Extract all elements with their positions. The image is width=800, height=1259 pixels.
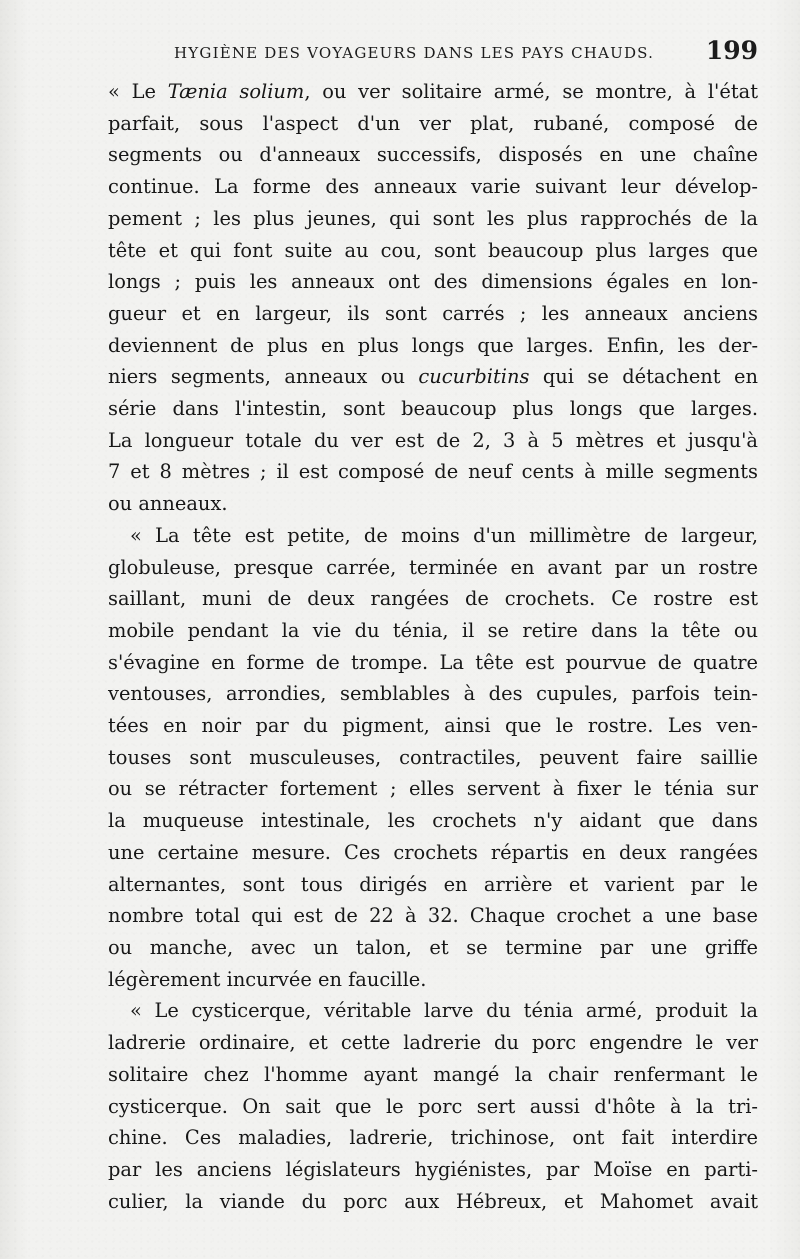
- line-1-8: gueur et en largeur, ils sont carrés ; les anneaux anciens: [108, 301, 758, 325]
- line-1-9: deviennent de plus en plus longs que larges. Enfin, les der-: [108, 333, 758, 357]
- line-3-6: par les anciens législateurs hygiénistes, par Moïse en parti-: [108, 1157, 758, 1181]
- line-2-9: ou se rétracter fortement ; elles servent à fixer le ténia sur: [108, 777, 758, 801]
- paragraph-3: [108, 995, 758, 1217]
- page-header: [108, 36, 758, 66]
- line-1-5: pement ; les plus jeunes, qui sont les plus rapprochés de la: [108, 206, 758, 230]
- page-number: 199: [705, 36, 758, 65]
- line-2-11: une certaine mesure. Ces crochets répartis en deux rangées: [108, 840, 758, 864]
- line-2-14: ou manche, avec un talon, et se termine par une griffe: [108, 935, 758, 959]
- line-2-12: alternantes, sont tous dirigés en arrière et varient par le: [108, 872, 758, 896]
- line-1-4: continue. La forme des anneaux varie suivant leur dévelop-: [108, 175, 758, 199]
- line-2-8: touses sont musculeuses, contractiles, peuvent faire saillie: [108, 745, 758, 769]
- line-1-10: niers segments, anneaux ou cucurbitins qui se détachent en: [108, 365, 758, 389]
- paragraph-2: [108, 520, 758, 996]
- line-1-2: parfait, sous l'aspect d'un ver plat, rubané, composé de: [108, 111, 758, 135]
- italic-term-taenia-solium: Tænia solium: [167, 80, 305, 103]
- line-2-7: tées en noir par du pigment, ainsi que le rostre. Les ven-: [108, 714, 758, 738]
- line-2-2: globuleuse, presque carrée, terminée en avant par un rostre: [108, 555, 758, 579]
- line-1-1: « Le Tænia solium, ou ver solitaire armé, se montre, à l'état: [108, 80, 758, 103]
- line-2-10: la muqueuse intestinale, les crochets n'y aidant que dans: [108, 809, 758, 833]
- line-3-4: cysticerque. On sait que le porc sert aussi d'hôte à la tri-: [108, 1094, 758, 1118]
- line-1-6: tête et qui font suite au cou, sont beaucoup plus larges que: [108, 238, 758, 262]
- paragraph-1: [108, 76, 758, 520]
- line-3-5: chine. Ces maladies, ladrerie, trichinose, ont fait interdire: [108, 1126, 758, 1150]
- line-2-1: « La tête est petite, de moins d'un millimètre de largeur,: [130, 523, 758, 547]
- line-2-15: légèrement incurvée en faucille.: [108, 967, 427, 991]
- line-1-7: longs ; puis les anneaux ont des dimensions égales en lon-: [108, 270, 758, 294]
- line-2-5: s'évagine en forme de trompe. La tête est pourvue de quatre: [108, 650, 758, 674]
- line-3-7: culier, la viande du porc aux Hébreux, et Mahomet avait: [108, 1189, 758, 1213]
- body-text: [108, 76, 758, 1217]
- line-2-3: saillant, muni de deux rangées de crochets. Ce rostre est: [108, 587, 758, 611]
- line-3-2: ladrerie ordinaire, et cette ladrerie du porc engendre le ver: [108, 1031, 758, 1055]
- line-3-3: solitaire chez l'homme ayant mangé la chair renfermant le: [108, 1062, 758, 1086]
- line-1-11: série dans l'intestin, sont beaucoup plus longs que larges.: [108, 397, 758, 421]
- line-1-14: ou anneaux.: [108, 492, 228, 516]
- line-3-1: « Le cysticerque, véritable larve du ténia armé, produit la: [130, 999, 758, 1023]
- line-1-3: segments ou d'anneaux successifs, disposés en une chaîne: [108, 143, 758, 167]
- line-1-12: La longueur totale du ver est de 2, 3 à 5 mètres et jusqu'à: [108, 428, 758, 452]
- line-2-4: mobile pendant la vie du ténia, il se retire dans la tête ou: [108, 618, 758, 642]
- line-1-13: 7 et 8 mètres ; il est composé de neuf cents à mille segments: [108, 460, 758, 484]
- line-2-6: ventouses, arrondies, semblables à des cupules, parfois tein-: [108, 682, 758, 706]
- italic-term-cucurbitins: cucurbitins: [418, 365, 530, 389]
- running-head: HYGIÈNE DES VOYAGEURS DANS LES PAYS CHAUDS.: [174, 44, 655, 62]
- line-2-13: nombre total qui est de 22 à 32. Chaque crochet a une base: [108, 904, 758, 928]
